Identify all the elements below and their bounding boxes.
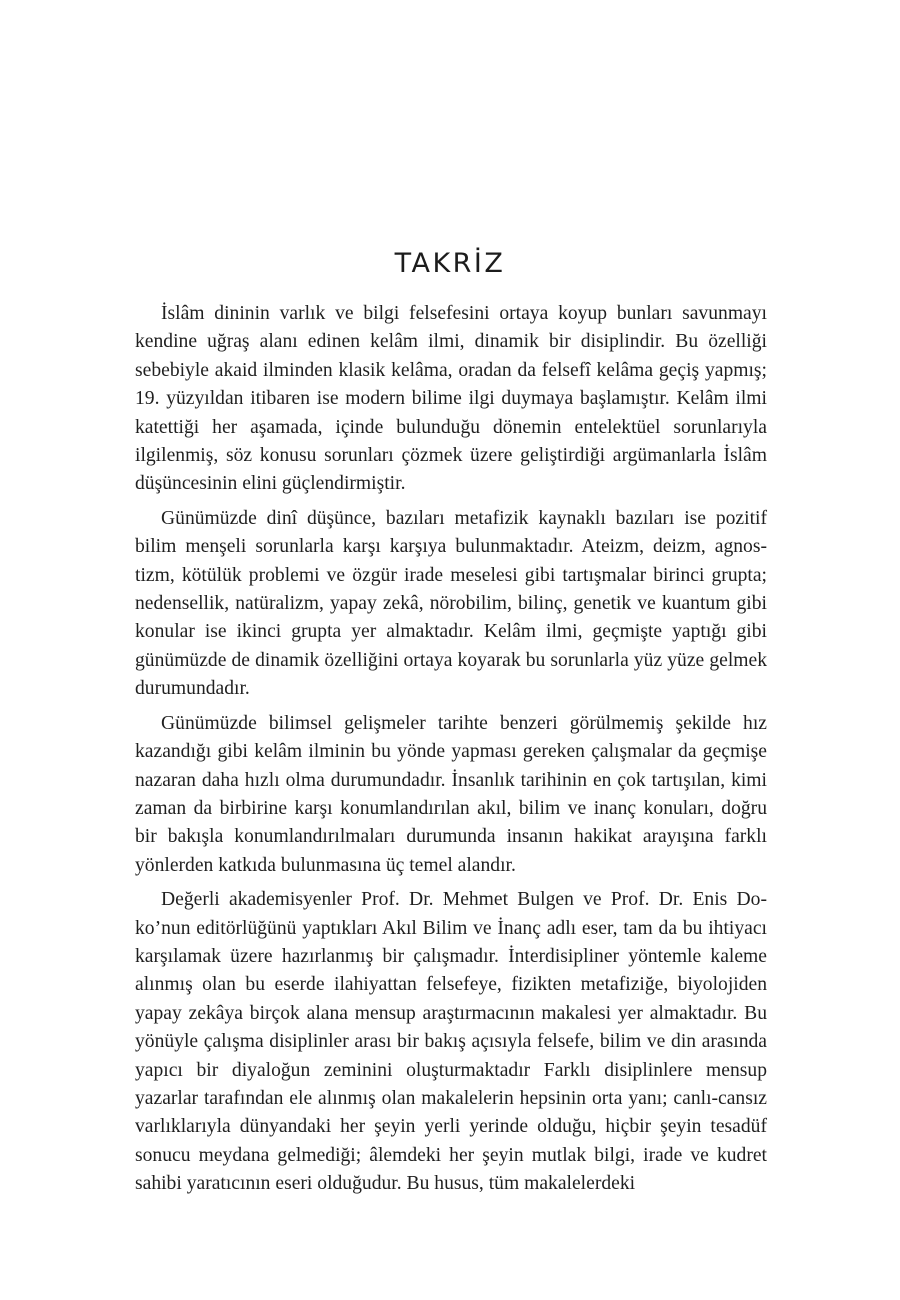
paragraph: Günümüzde dinî düşünce, bazıları metafizik kaynaklı bazıları ise pozitif bilim menşeli sorunlarla karşı karşıya bulunmaktadır. Ateizm, deizm, agnostizm, kötülük problemi ve özgür irade meselesi gibi tartışmalar birinci grupta; nedensellik, natüralizm, yapay zekâ, nörobilim, bilinç, genetik ve kuantum gibi konular ise ikinci grupta yer almaktadır. Kelâm ilmi, geçmişte yaptığı gibi günümüzde de dinamik özelliğini ortaya koyarak bu sorunlarla yüz yüze gelmek durumundadır.	[135, 507, 767, 700]
page-title: TAKRİZ	[394, 248, 506, 279]
paragraph: Değerli akademisyenler Prof. Dr. Mehmet Bulgen ve Prof. Dr. Enis Doko’nun editörlüğünü yaptıkları Akıl Bilim ve İnanç adlı eser, tam da bu ihtiyacı karşılamak üzere hazırlanmış bir çalışmadır. İnterdisipliner yöntemle kaleme alınmış olan bu eserde ilahiyattan felsefeye, fizikten metafiziğe, biyolojiden yapay zekâya birçok alana mensup araştırmacının makalesi yer almaktadır. Bu yönüyle çalışma disiplinler arası bir bakış açısıyla felsefe, bilim ve din arasında yapıcı bir diyaloğun zeminini oluşturmaktadır Farklı disiplinlere mensup yazarlar tarafından ele alınmış olan makalelerin hepsinin orta yanı; canlı-cansız varlıklarıyla dünyandaki her şeyin yerli yerinde olduğu, hiçbir şeyin tesadüf sonucu meydana gelmediği; âlemdeki her şeyin mutlak bilgi, irade ve kudret sahibi yaratıcının eseri olduğudur. Bu husus, tüm makalelerdeki	[135, 889, 767, 1195]
paragraph: Günümüzde bilimsel gelişmeler tarihte benzeri görülmemiş şekilde hız kazandığı gibi kelâm ilminin bu yönde yapması gereken çalışmalar da geçmişe nazaran daha hızlı olma durumundadır. İnsanlık tarihinin en çok tartışılan, kimi zaman da birbirine karşı konumlandırılan akıl, bilim ve inanç konuları, doğru bir bakışla konumlandırılmaları durumunda insanın hakikat arayışına farklı yönlerden katkıda bulunmasına üç temel alandır.	[135, 712, 767, 876]
paragraph: İslâm dininin varlık ve bilgi felsefesini ortaya koyup bunları savunmayı kendine uğraş alanı edinen kelâm ilmi, dinamik bir disiplindir. Bu özelliği sebebiyle akaid ilminden klasik kelâma, oradan da felsefî kelâma geçiş yapmış; 19. yüzyıldan itibaren ise modern bilime ilgi duymaya başlamıştır. Kelâm ilmi katettiği her aşamada, içinde bulunduğu dönemin entelektüel sorunlarıyla ilgilenmiş, söz konusu sorunları çözmek üzere geliştirdiği argümanlarla İslâm düşüncesinin elini güçlendirmiştir.	[135, 303, 767, 495]
body-text	[135, 300, 767, 1205]
